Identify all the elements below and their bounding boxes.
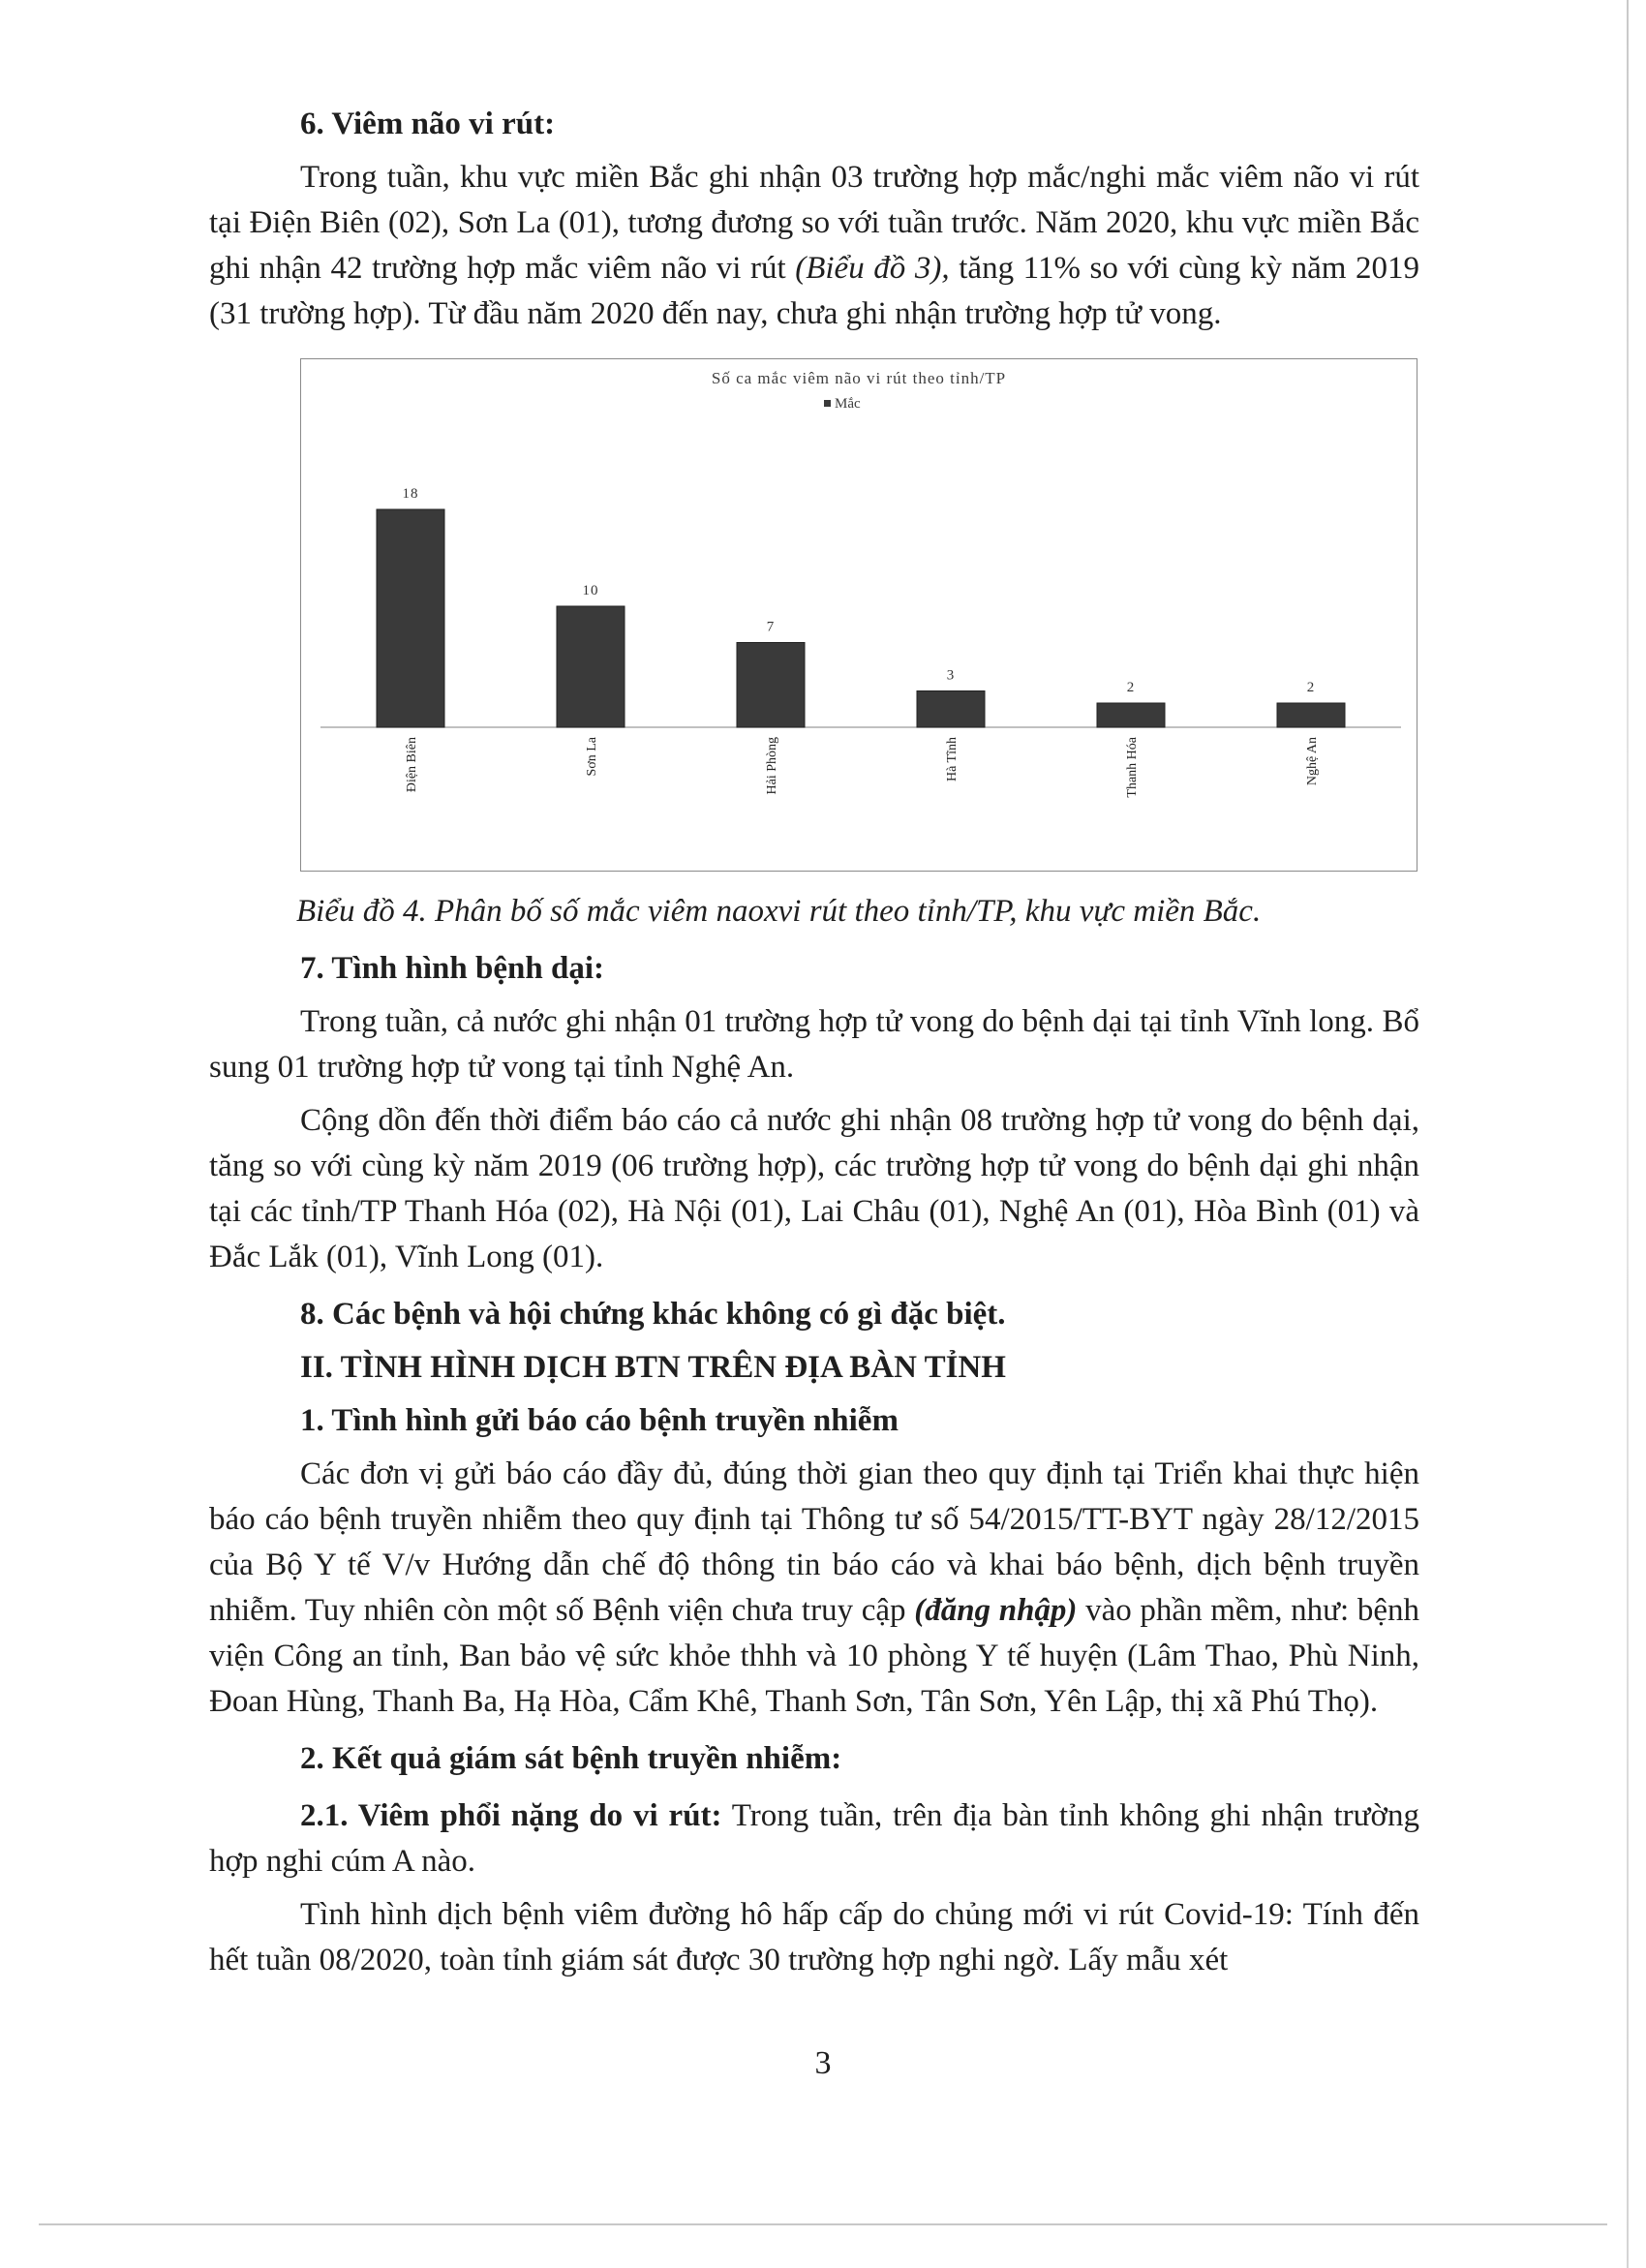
section-ii-2-1-paragraph xyxy=(209,1793,1419,1885)
section-6-text-b: tăng 11% so với cùng kỳ năm 2019 (31 trường hợp). Từ đầu năm 2020 đến nay, chưa ghi nhận trường hợp tử vong. xyxy=(209,251,1419,331)
section-6-text-a: Trong tuần, khu vực miền Bắc ghi nhận 03 trường hợp mắc/nghi mắc viêm não vi rút tại Điện Biên (02), Sơn La (01), tương đương so với tuần trước. Năm 2020, khu vực miền Bắc ghi nhận 42 trường hợp mắc viêm não vi rút xyxy=(209,160,1419,286)
scan-edge-line xyxy=(1627,0,1629,2268)
bar xyxy=(377,509,444,727)
section-ii-2-1-text: Trong tuần, trên địa bàn tỉnh không ghi nhận trường hợp nghi cúm A nào. xyxy=(209,1798,1419,1879)
section-ii-1-text-b: vào phần mềm, như: bệnh viện Công an tỉnh, Ban bảo vệ sức khỏe thhh và 10 phòng Y tế huyện (Lâm Thao, Phù Ninh, Đoan Hùng, Thanh Ba, Hạ Hòa, Cẩm Khê, Thanh Sơn, Tân Sơn, Yên Lập, thị xã Phú Thọ). xyxy=(209,1593,1419,1719)
x-tick-label: Thanh Hóa xyxy=(1125,737,1140,798)
legend-swatch xyxy=(824,400,831,407)
chart-caption: Biểu đồ 4. Phân bố số mắc viêm naoxvi rút theo tỉnh/TP, khu vực miền Bắc. xyxy=(296,894,1262,929)
chart-reference: (Biểu đồ 3), xyxy=(795,251,950,286)
bar-chart xyxy=(301,359,1417,871)
section-ii-1-paragraph xyxy=(209,1452,1419,1725)
bar xyxy=(557,606,625,727)
page-number: 3 xyxy=(814,2045,832,2081)
data-label: 18 xyxy=(402,486,419,502)
legend-label: Mắc xyxy=(835,396,861,412)
section-ii-1-heading: 1. Tình hình gửi báo cáo bệnh truyền nhiễm xyxy=(300,1403,899,1438)
login-note: (đăng nhập) xyxy=(914,1593,1078,1628)
x-tick-label: Sơn La xyxy=(585,737,599,777)
data-label: 2 xyxy=(1126,680,1136,695)
section-8-heading: 8. Các bệnh và hội chứng khác không có gì đặc biệt. xyxy=(300,1297,1006,1332)
data-label: 10 xyxy=(582,583,599,598)
part-ii-heading: II. TÌNH HÌNH DỊCH BTN TRÊN ĐỊA BÀN TỈNH xyxy=(300,1350,1006,1385)
x-tick-label: Hà Tĩnh xyxy=(945,737,960,782)
section-ii-2-heading: 2. Kết quả giám sát bệnh truyền nhiễm: xyxy=(300,1741,842,1776)
bar xyxy=(1277,703,1345,727)
chart-title: Số ca mắc viêm não vi rút theo tỉnh/TP xyxy=(711,369,1007,387)
data-label: 7 xyxy=(766,619,776,635)
section-6-heading: 6. Viêm não vi rút: xyxy=(300,107,556,141)
section-6-paragraph xyxy=(209,155,1419,337)
data-label: 3 xyxy=(946,667,956,684)
bar xyxy=(917,691,985,728)
section-7-paragraph-2: Cộng dồn đến thời điểm báo cáo cả nước ghi nhận 08 trường hợp tử vong do bệnh dại, tăng so với cùng kỳ năm 2019 (06 trường hợp), các trường hợp tử vong do bệnh dại ghi nhận tại các tỉnh/TP Thanh Hóa (02), Hà Nội (01), Lai Châu (01), Nghệ An (01), Hòa Bình (01) và Đắc Lắk (01), Vĩnh Long (01). xyxy=(209,1103,1419,1274)
page-content xyxy=(209,102,1419,1983)
x-tick-label: Hải Phòng xyxy=(765,737,779,795)
section-ii-1-text-a: Các đơn vị gửi báo cáo đầy đủ, đúng thời gian theo quy định tại Triển khai thực hiện báo cáo bệnh truyền nhiễm theo quy định tại Thông tư số 54/2015/TT-BYT ngày 28/12/2015 của Bộ Y tế V/v Hướng dẫn chế độ thông tin báo cáo và khai báo bệnh, dịch bệnh truyền nhiễm. Tuy nhiên còn một số Bệnh viện chưa truy cập xyxy=(209,1456,1419,1628)
covid-paragraph: Tình hình dịch bệnh viêm đường hô hấp cấp do chủng mới vi rút Covid-19: Tính đến hết tuần 08/2020, toàn tỉnh giám sát được 30 trường hợp nghi ngờ. Lấy mẫu xét xyxy=(209,1897,1419,1977)
data-label: 2 xyxy=(1306,680,1316,695)
section-7-heading: 7. Tình hình bệnh dại: xyxy=(300,951,604,986)
section-ii-2-1-label: 2.1. Viêm phổi nặng do vi rút: xyxy=(300,1798,722,1833)
section-7-paragraph-1: Trong tuần, cả nước ghi nhận 01 trường hợp tử vong do bệnh dại tại tỉnh Vĩnh long. Bổ sung 01 trường hợp tử vong tại tỉnh Nghệ An. xyxy=(209,1004,1419,1085)
bar xyxy=(737,643,805,728)
bar-chart-frame xyxy=(300,358,1417,872)
bar xyxy=(1097,703,1165,727)
scan-bottom-line xyxy=(39,2223,1607,2225)
x-tick-label: Điện Biên xyxy=(405,737,419,793)
x-tick-label: Nghệ An xyxy=(1305,737,1320,786)
